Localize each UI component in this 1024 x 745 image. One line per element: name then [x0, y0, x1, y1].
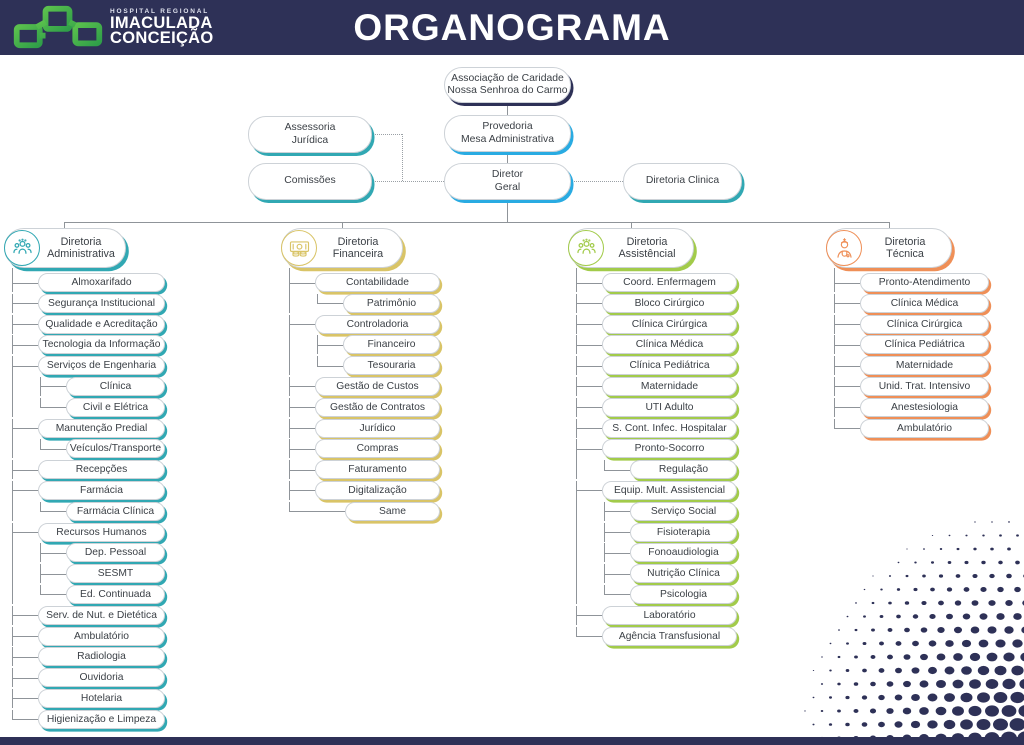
org-node: Maternidade [860, 356, 989, 375]
org-node: Faturamento [315, 460, 440, 479]
org-node: Ed. Continuada [66, 585, 165, 604]
tree-item [12, 647, 165, 666]
tree-item [12, 523, 165, 604]
node-line: Comissões [284, 175, 336, 187]
org-node: Veículos/Transporte [66, 439, 165, 458]
tree-item [289, 419, 440, 438]
sub-item-list [40, 502, 165, 521]
org-node: Ouvidoria [38, 668, 165, 687]
org-node-provedoria [444, 115, 571, 152]
org-node: Higienização e Limpeza [38, 710, 165, 729]
tree-item [604, 502, 737, 521]
tree-item [289, 460, 440, 479]
org-node: Serviços de Engenharia [38, 356, 165, 375]
branch-header [4, 228, 126, 268]
tree-item [12, 356, 165, 417]
branch-administrativa [4, 228, 165, 731]
tree-item [604, 523, 737, 542]
branch-title-line: Técnica [886, 248, 924, 260]
org-node: Clínica Médica [860, 294, 989, 313]
org-node: Laboratório [602, 606, 737, 625]
tree-item [604, 585, 737, 604]
org-node: Contabilidade [315, 273, 440, 292]
tree-item [12, 315, 165, 334]
tree-item [40, 502, 165, 521]
org-node: Tesouraria [343, 356, 440, 375]
branch-header [568, 228, 694, 268]
org-node: Nutrição Clínica [630, 564, 737, 583]
tree-item [576, 273, 737, 292]
branch-item-list [834, 273, 989, 438]
org-node: Clínica Cirúrgica [860, 315, 989, 334]
branch-title [862, 236, 951, 261]
tree-item [576, 481, 737, 604]
org-node: Maternidade [602, 377, 737, 396]
branch-title [40, 236, 125, 261]
branch-title-line: Diretoria [884, 235, 926, 248]
branch-title-line: Diretoria [337, 235, 379, 248]
org-node: Segurança Institucional [38, 294, 165, 313]
tree-item [40, 439, 165, 458]
org-node: Bloco Cirúrgico [602, 294, 737, 313]
tree-item [40, 543, 165, 562]
dotted-connector [372, 134, 402, 135]
tree-item [834, 315, 989, 334]
logo-name-line1: IMACULADA [110, 13, 213, 32]
org-node: S. Cont. Infec. Hospitalar [602, 419, 737, 438]
org-node: Fisioterapia [630, 523, 737, 542]
org-node: Digitalização [315, 481, 440, 500]
logo-name-line2: CONCEIÇÃO [110, 29, 214, 47]
tree-item [317, 335, 440, 354]
dotted-connector [372, 181, 444, 182]
org-node: Coord. Enfermagem [602, 273, 737, 292]
sub-item-list [317, 335, 440, 375]
node-line: Mesa Administrativa [461, 133, 554, 145]
org-node: Gestão de Custos [315, 377, 440, 396]
org-node: Same [345, 502, 440, 521]
tree-item [576, 419, 737, 438]
org-node: Tecnologia da Informação [38, 335, 165, 354]
branch-title-line: Administrativa [47, 248, 115, 260]
org-node: Recepções [38, 460, 165, 479]
org-node: Farmácia [38, 481, 165, 500]
tree-item [576, 377, 737, 396]
halftone-decoration [776, 488, 1024, 738]
tree-item [834, 273, 989, 292]
tree-item [289, 398, 440, 417]
tree-item [12, 294, 165, 313]
tree-item [576, 315, 737, 334]
tree-item [576, 335, 737, 354]
tree-item [12, 710, 165, 729]
tree-item [12, 689, 165, 708]
node-line: Nossa Senhroa do Carmo [447, 85, 568, 96]
branch-item-list [576, 273, 737, 646]
tree-item [576, 294, 737, 313]
connector [507, 103, 508, 115]
org-node: Pronto-Atendimento [860, 273, 989, 292]
branch-header [826, 228, 952, 268]
org-node: Recursos Humanos [38, 523, 165, 542]
tree-item [40, 377, 165, 396]
branch-financeira [281, 228, 440, 523]
branch-title-line: Diretoria [60, 235, 102, 248]
tree-item [12, 273, 165, 292]
org-node: SESMT [66, 564, 165, 583]
dotted-connector [402, 134, 403, 181]
connector [507, 152, 508, 163]
org-node: Unid. Trat. Intensivo [860, 377, 989, 396]
sub-item-list [317, 294, 440, 313]
tree-item [834, 398, 989, 417]
org-node: Qualidade e Acreditação [38, 315, 165, 334]
tree-item [40, 564, 165, 583]
branch-title [604, 236, 693, 261]
org-node: Equip. Mult. Assistencial [602, 481, 737, 500]
org-node: Controladoria [315, 315, 440, 334]
logo-tagline: HOSPITAL REGIONAL [110, 7, 209, 15]
node-line: Jurídica [291, 134, 329, 146]
tree-item [289, 439, 440, 458]
tree-item [834, 335, 989, 354]
tree-item [289, 502, 440, 521]
branch-assistencial [568, 228, 737, 647]
people-group-icon [568, 230, 604, 266]
org-node: Anestesiologia [860, 398, 989, 417]
org-node: Almoxarifado [38, 273, 165, 292]
org-node-diretoria-clinica [623, 163, 742, 200]
org-node: Manutenção Predial [38, 419, 165, 438]
tree-item [12, 335, 165, 354]
org-node: Fonoaudiologia [630, 543, 737, 562]
money-icon [281, 230, 317, 266]
org-node: Ambulatório [860, 419, 989, 438]
tree-item [576, 439, 737, 479]
org-node: Clínica Pediátrica [602, 356, 737, 375]
tree-item [834, 294, 989, 313]
tree-item [604, 543, 737, 562]
branch-title-line: Diretoria [626, 235, 668, 248]
tree-item [40, 398, 165, 417]
org-node: Civil e Elétrica [66, 398, 165, 417]
branch-item-list [289, 273, 440, 521]
org-node: Compras [315, 439, 440, 458]
org-node: Serviço Social [630, 502, 737, 521]
tree-item [289, 377, 440, 396]
tree-item [576, 356, 737, 375]
org-node: Clínica Cirúrgica [602, 315, 737, 334]
tree-item [317, 356, 440, 375]
org-node: Radiologia [38, 647, 165, 666]
doctor-icon [826, 230, 862, 266]
org-node: Clínica Pediátrica [860, 335, 989, 354]
org-node: Ambulatório [38, 627, 165, 646]
org-node: Clínica Médica [602, 335, 737, 354]
branch-title [317, 236, 402, 261]
org-node: Gestão de Contratos [315, 398, 440, 417]
org-node: Farmácia Clínica [66, 502, 165, 521]
tree-item [576, 606, 737, 625]
node-line: Provedoria [482, 121, 533, 132]
node-line: Diretoria Clinica [645, 175, 720, 187]
tree-item [40, 585, 165, 604]
branch-header [281, 228, 403, 268]
sub-item-list [604, 502, 737, 604]
node-line: Associação de Caridade [451, 72, 564, 84]
tree-item [317, 294, 440, 313]
tree-item [604, 564, 737, 583]
node-line: Assessoria [284, 122, 336, 133]
tree-item [576, 398, 737, 417]
connector [64, 222, 889, 223]
org-node: Regulação [630, 460, 737, 479]
org-node-diretor-geral [444, 163, 571, 200]
sub-item-list [40, 439, 165, 458]
tree-item [604, 460, 737, 479]
org-node: Psicologia [630, 585, 737, 604]
org-node: UTI Adulto [602, 398, 737, 417]
branch-title-line: Assistêncial [618, 248, 676, 260]
branch-tecnica [826, 228, 989, 439]
org-node: Serv. de Nut. e Dietética [38, 606, 165, 625]
tree-item [576, 627, 737, 646]
tree-item [12, 606, 165, 625]
sub-item-list [604, 460, 737, 479]
tree-item [834, 377, 989, 396]
dotted-connector [571, 181, 623, 182]
sub-item-list [40, 377, 165, 417]
branch-item-list [12, 273, 165, 729]
tree-item [12, 668, 165, 687]
tree-item [834, 356, 989, 375]
org-node-comissoes [248, 163, 372, 200]
org-node: Pronto-Socorro [602, 439, 737, 458]
tree-item [12, 419, 165, 459]
org-node: Agência Transfusional [602, 627, 737, 646]
connector [507, 200, 508, 222]
tree-item [12, 481, 165, 521]
tree-item [289, 273, 440, 313]
org-node-assessoria-juridica [248, 116, 372, 153]
org-node: Dep. Pessoal [66, 543, 165, 562]
sub-item-list [40, 543, 165, 604]
footer-bar [0, 737, 1024, 745]
org-node: Patrimônio [343, 294, 440, 313]
people-group-icon [4, 230, 40, 266]
node-line: Geral [494, 181, 521, 193]
node-line: Diretor [491, 169, 524, 180]
org-node: Jurídico [315, 419, 440, 438]
tree-item [12, 627, 165, 646]
page-title: ORGANOGRAMA [353, 7, 671, 48]
tree-item [289, 481, 440, 500]
tree-item [289, 315, 440, 376]
org-node-association [444, 67, 571, 103]
tree-item [12, 460, 165, 479]
org-node: Hotelaria [38, 689, 165, 708]
app-header [0, 0, 1024, 55]
org-node: Clínica [66, 377, 165, 396]
org-node: Financeiro [343, 335, 440, 354]
tree-item [834, 419, 989, 438]
branch-title-line: Financeira [332, 248, 384, 260]
